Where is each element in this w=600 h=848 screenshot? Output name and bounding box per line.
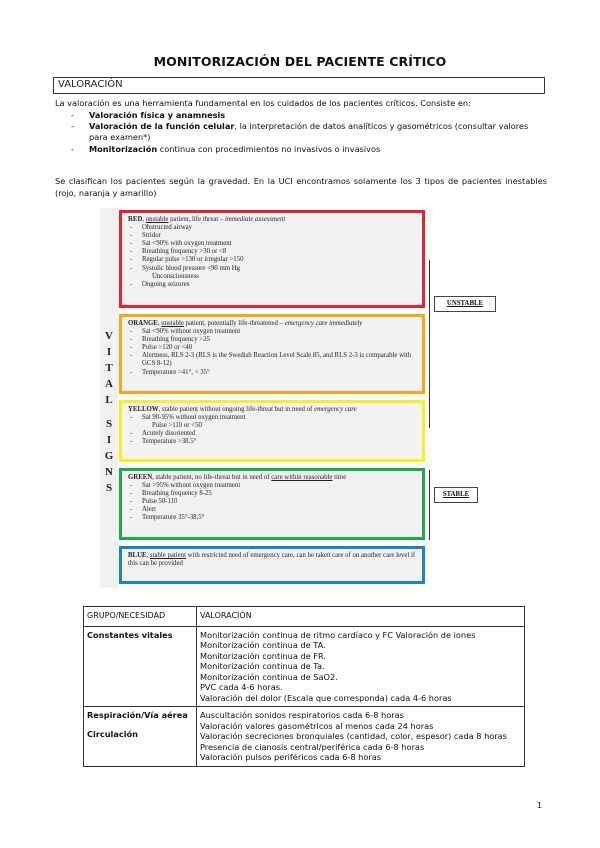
table-line: Valoración del dolor (Escala que corresponda) cada 4-6 horas	[200, 692, 452, 703]
table-header-row	[84, 607, 525, 627]
vital-letter: I	[106, 346, 112, 358]
table-line: Monitorización continua de SaO2.	[200, 671, 338, 682]
vital-letter: N	[105, 466, 113, 478]
list-item: - Valoración física y anamnesis	[71, 110, 226, 120]
section-heading: VALORACIÓN	[53, 77, 545, 94]
table-line: Auscultación sonidos respiratorios cada 6-8 horas	[200, 710, 404, 720]
stable-bracket	[429, 470, 434, 540]
assessment-table	[83, 606, 525, 767]
unstable-bracket	[429, 260, 434, 428]
triage-green-box: GREEN, stable patient, no life-threat but in need of care within reasonable time - Sat >95% without oxygen treatment - Breathing frequency 8-25 - Pulse 50-110 - Alert - Temperature 35°-38,5°	[119, 468, 425, 540]
page-number: 1	[537, 801, 543, 810]
classification-paragraph: Se clasifican los pacientes según la gravedad. En la UCI encontramos solamente los 3 tipos de pacientes inestables (rojo, naranja y amarillo)	[55, 176, 547, 198]
vital-letter: S	[105, 418, 113, 430]
triage-orange-box: ORANGE, unstable patient, potentially life-threatened – emergency care immediately - Sat <90% without oxygen treatment - Breathing frequency >25 - Pulse >120 or <40 - Alertness, RLS 2-3 (RLS is the Swedish Reaction Level Scale 85, and RLS 2-3 is comparable with GCS 8-12) - Temperature >41°, < 35°	[119, 314, 425, 394]
bullet-list	[71, 110, 547, 155]
table-line: Monitorización continua de Ta.	[200, 661, 325, 671]
table-row	[84, 626, 525, 707]
table-line: Presencia de cianosis central/periférica cada 6-8 horas	[200, 741, 425, 752]
table-line: Monitorización continua de ritmo cardíaco y FC Valoración de iones	[200, 629, 476, 640]
vital-signs-column	[100, 208, 118, 588]
vital-letter: G	[104, 450, 114, 462]
page-title: MONITORIZACIÓN DEL PACIENTE CRÍTICO	[153, 54, 447, 69]
vital-letter: L	[105, 394, 113, 406]
triage-figure	[100, 208, 500, 588]
table-line: Valoración valores gasométricos al menos cada 24 horas	[200, 720, 434, 731]
group-label: Respiración/Vía aérea	[87, 710, 188, 720]
table-line: Monitorización continua de FR.	[200, 650, 327, 661]
triage-yellow-box: YELLOW, stable patient without ongoing life-threat but in need of emergency care - Sat 90-95% without oxygen treatment Pulse >110 or <50 - Acutely disoriented - Temperature >38.5°	[119, 400, 425, 462]
group-label: Constantes vitales	[87, 629, 173, 640]
column-header: GRUPO/NECESIDAD	[84, 607, 197, 627]
table-line: Monitorización continua de TA.	[200, 640, 326, 650]
triage-blue-box: BLUE, stable patient with restricted need of emergency care, can be taken care of on another care level if this can be provided	[119, 546, 425, 584]
table-row	[84, 707, 525, 767]
vital-letter: T	[105, 362, 113, 374]
vital-letter: S	[105, 482, 113, 494]
table-line: Valoración pulsos periféricos cada 6-8 horas	[200, 752, 382, 762]
table-line: PVC cada 4-6 horas.	[200, 682, 283, 692]
group-label: Circulación	[87, 728, 138, 739]
vital-letter: I	[106, 434, 112, 446]
intro-text: La valoración es una herramienta fundamental en los cuidados de los pacientes críticos. Consiste en:	[55, 98, 471, 108]
unstable-label: UNSTABLE	[434, 296, 496, 312]
triage-red-box: RED, unstable patient, life threat – immediate assessment - Obstructed airway - Stridor - Sat <90% with oxygen treatment - Breathing frequency >30 or <8 - Regular pulse >130 or irregular >150 - Systolic blood pressure <90 mm Hg Unconsciousness - Ongoing seizures	[119, 210, 425, 308]
list-item: - Valoración de la función celular, la interpretación de datos analíticos y gasométricos (consultar valores para examen*)	[71, 121, 529, 143]
table-line: Valoración secreciones bronquiales (cantidad, color, espesor) cada 8 horas	[200, 731, 507, 741]
stable-label: STABLE	[434, 487, 478, 503]
vital-letter: V	[105, 330, 113, 342]
column-header: VALORACIÓN	[197, 607, 525, 627]
vital-letter: A	[105, 378, 113, 390]
list-item: - Monitorización continua con procedimientos no invasivos o invasivos	[71, 143, 381, 154]
